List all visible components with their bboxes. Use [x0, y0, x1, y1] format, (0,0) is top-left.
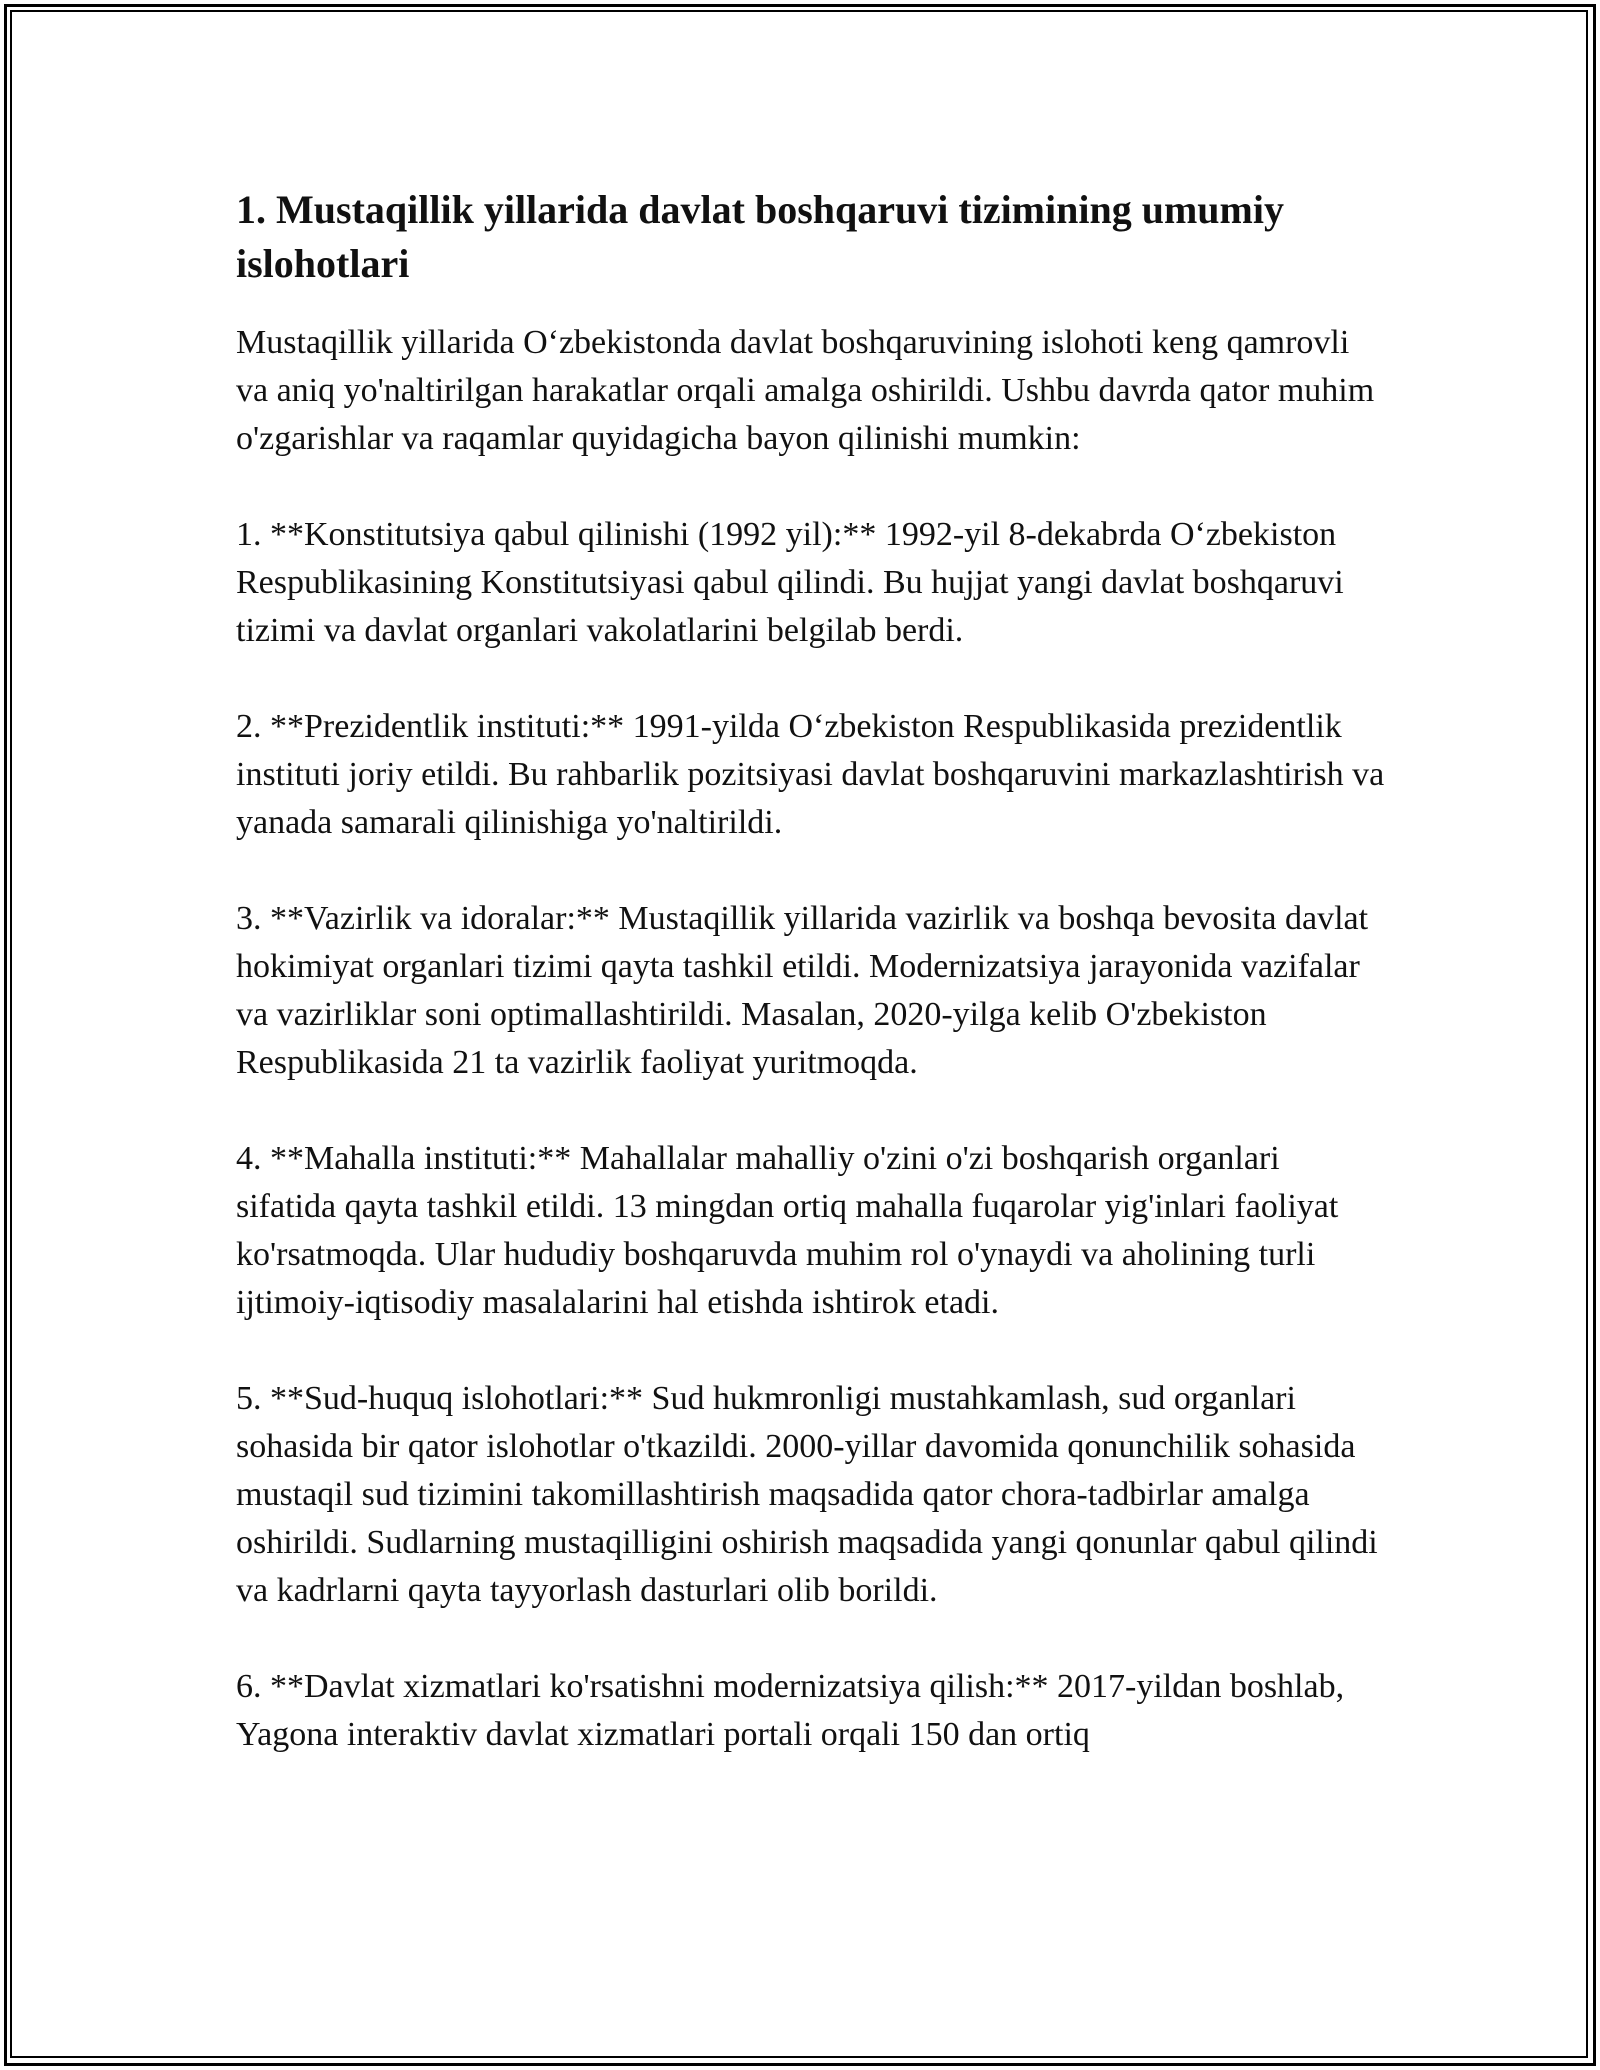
- list-item-constitution: 1. **Konstitutsiya qabul qilinishi (1992 yil):** 1992-yil 8-dekabrda O‘zbekiston Respublikasining Konstitutsiyasi qabul qilindi. Bu hujjat yangi davlat boshqaruvi tizimi va davlat organlari vakolatlarini belgilab berdi.: [236, 516, 1344, 649]
- list-item-mahalla: 4. **Mahalla instituti:** Mahallalar mahalliy o'zini o'zi boshqarish organlari sifatida qayta tashkil etildi. 13 mingdan ortiq mahalla fuqarolar yig'inlari faoliyat ko'rsatmoqda. Ular hududiy boshqaruvda muhim rol o'ynaydi va aholining turli ijtimoiy-iqtisodiy masalalarini hal etishda ishtirok etadi.: [236, 1140, 1339, 1321]
- list-item-judicial-reform: 5. **Sud-huquq islohotlari:** Sud hukmronligi mustahkamlash, sud organlari sohasida bir qator islohotlar o'tkazildi. 2000-yillar davomida qonunchilik sohasida mustaqil sud tizimini takomillashtirish maqsadida qator chora-tadbirlar amalga oshirildi. Sudlarning mustaqilligini oshirish maqsadida yangi qonunlar qabul qilindi va kadrlarni qayta tayyorlash dasturlari olib borildi.: [236, 1380, 1378, 1609]
- document-title: 1. Mustaqillik yillarida davlat boshqaruvi tizimining umumiy islohotlari: [236, 187, 1284, 286]
- list-item-public-services: 6. **Davlat xizmatlari ko'rsatishni modernizatsiya qilish:** 2017-yildan boshlab, Yagona interaktiv davlat xizmatlari portali orqali 150 dan ortiq: [236, 1668, 1345, 1753]
- list-item-presidency: 2. **Prezidentlik instituti:** 1991-yilda O‘zbekiston Respublikasida prezidentlik instituti joriy etildi. Bu rahbarlik pozitsiyasi davlat boshqaruvini markazlashtirish va yanada samarali qilinishiga yo'naltirildi.: [236, 708, 1385, 841]
- list-item-ministries: 3. **Vazirlik va idoralar:** Mustaqillik yillarida vazirlik va boshqa bevosita davlat hokimiyat organlari tizimi qayta tashkil etildi. Modernizatsiya jarayonida vazifalar va vazirliklar soni optimallashtirildi. Masalan, 2020-yilga kelib O'zbekiston Respublikasida 21 ta vazirlik faoliyat yuritmoqda.: [236, 900, 1369, 1081]
- intro-paragraph: Mustaqillik yillarida O‘zbekistonda davlat boshqaruvining islohoti keng qamrovli va aniq yo'naltirilgan harakatlar orqali amalga oshirildi. Ushbu davrda qator muhim o'zgarishlar va raqamlar quyidagicha bayon qilinishi mumkin:: [236, 324, 1375, 457]
- document-body: [236, 183, 1386, 1807]
